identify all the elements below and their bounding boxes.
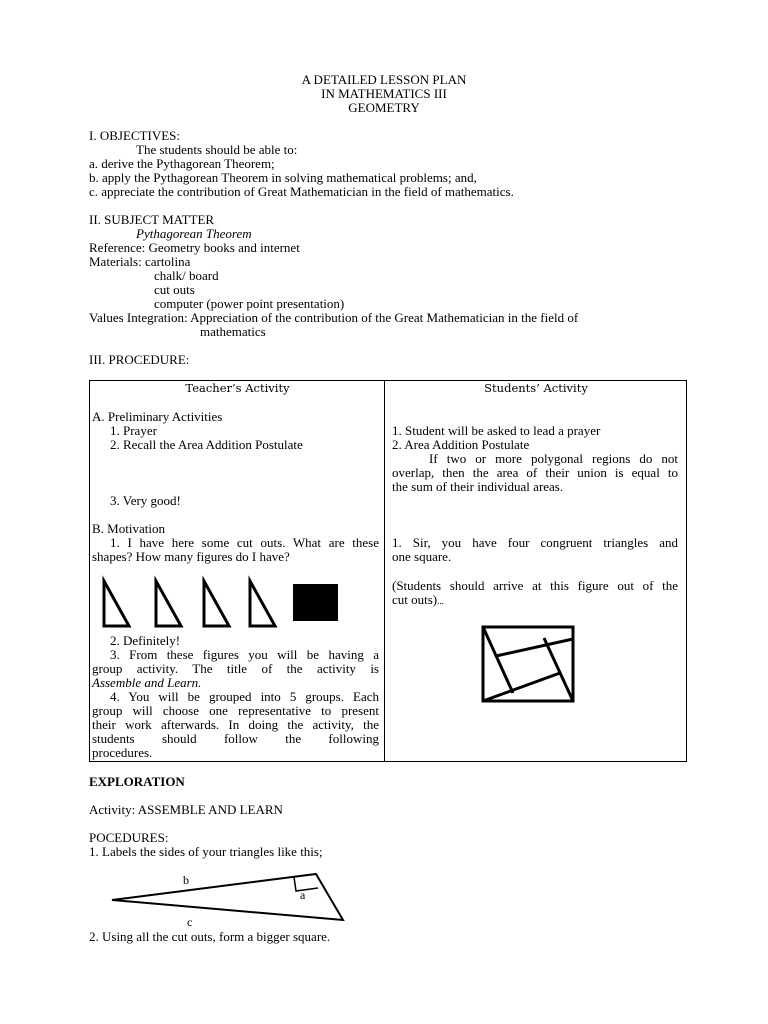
values-integration-line-1: Values Integration: Appreciation of the contribution of the Great Mathematician in the field of — [89, 310, 579, 325]
teacher-grouping-line-3: their work afterwards. In doing the activity, the — [92, 717, 379, 732]
triangle-cutout — [104, 581, 129, 626]
activity-name: Activity: ASSEMBLE AND LEARN — [89, 802, 283, 817]
objective-item-a: a. derive the Pythagorean Theorem; — [89, 156, 275, 171]
postulate-line-3: the sum of their individual areas. — [392, 479, 564, 494]
teacher-group-line-1: 3. From these figures you will be having a — [110, 647, 379, 662]
teacher-question-line-2: shapes? How many figures do I have? — [92, 549, 290, 564]
teacher-grouping-line-5: procedures. — [92, 745, 153, 760]
materials-label: Materials: cartolina — [89, 254, 191, 269]
student-area-postulate: 2. Area Addition Postulate — [392, 437, 530, 452]
teacher-grouping-line-4: students should follow the following — [92, 731, 379, 746]
objectives-intro: The students should be able to: — [136, 142, 298, 157]
procedures-heading: POCEDURES: — [89, 830, 169, 845]
side-label-b: b — [183, 873, 189, 887]
procedure-table — [89, 380, 687, 762]
side-label-a: a — [300, 888, 306, 902]
procedure-step-2: 2. Using all the cut outs, form a bigger square. — [89, 929, 331, 944]
teacher-question-line-1: 1. I have here some cut outs. What are these — [110, 535, 379, 550]
teacher-prayer: 1. Prayer — [110, 423, 157, 438]
arrive-figure-line-1: (Students should arrive at this figure out of the — [392, 578, 678, 593]
student-prayer: 1. Student will be asked to lead a prayer — [392, 423, 601, 438]
title-line-2: IN MATHEMATICS III — [321, 86, 447, 101]
activity-title: Assemble and Learn. — [92, 675, 202, 690]
subject-topic: Pythagorean Theorem — [136, 226, 252, 241]
objective-item-b: b. apply the Pythagorean Theorem in solving mathematical problems; and, — [89, 170, 477, 185]
objectives-heading: I. OBJECTIVES: — [89, 128, 180, 143]
material-item: computer (power point presentation) — [154, 296, 345, 311]
material-item: chalk/ board — [154, 268, 219, 283]
preliminary-activities: A. Preliminary Activities — [92, 409, 223, 424]
motivation-heading: B. Motivation — [92, 521, 165, 536]
triangle-cutout — [250, 581, 275, 626]
exploration-heading: EXPLORATION — [89, 774, 185, 789]
assembled-square-figure — [480, 624, 580, 708]
student-answer-line-1: 1. Sir, you have four congruent triangles and — [392, 535, 678, 550]
postulate-line-2: overlap, then the area of their union is equal to — [392, 465, 678, 480]
teacher-grouping-line-2: group will choose one representative to present — [92, 703, 379, 718]
teacher-recall: 2. Recall the Area Addition Postulate — [110, 437, 303, 452]
subject-reference: Reference: Geometry books and internet — [89, 240, 300, 255]
teacher-definitely: 2. Definitely! — [110, 633, 181, 648]
student-answer-line-2: one square. — [392, 549, 452, 564]
title-line-1: A DETAILED LESSON PLAN — [301, 72, 467, 87]
procedure-heading: III. PROCEDURE: — [89, 352, 190, 367]
labeled-triangle-figure — [105, 862, 355, 932]
side-label-c: c — [187, 915, 193, 929]
postulate-line-1: If two or more polygonal regions do not — [429, 451, 678, 466]
procedure-step-1: 1. Labels the sides of your triangles like this; — [89, 844, 323, 859]
teacher-activity-column — [90, 381, 385, 762]
students-activity-column — [385, 381, 687, 762]
triangle-cutout — [156, 581, 181, 626]
square-cutout — [293, 584, 338, 621]
subject-matter-heading: II. SUBJECT MATTER — [89, 212, 215, 227]
objective-item-c: c. appreciate the contribution of Great Mathematician in the field of mathematics. — [89, 184, 514, 199]
teacher-group-line-2: group activity. The title of the activity is — [92, 661, 379, 676]
cut-outs-figure — [90, 566, 350, 631]
students-activity-header: Students’ Activity — [484, 381, 588, 395]
teacher-activity-header: Teacher’s Activity — [185, 381, 290, 395]
values-integration-line-2: mathematics — [200, 324, 266, 339]
triangle-cutout — [204, 581, 229, 626]
arrive-figure-line-2: cut outs)... — [392, 592, 444, 607]
teacher-grouping-line-1: 4. You will be grouped into 5 groups. Each — [110, 689, 379, 704]
teacher-very-good: 3. Very good! — [110, 493, 181, 508]
title-line-3: GEOMETRY — [348, 100, 420, 115]
material-item: cut outs — [154, 282, 195, 297]
